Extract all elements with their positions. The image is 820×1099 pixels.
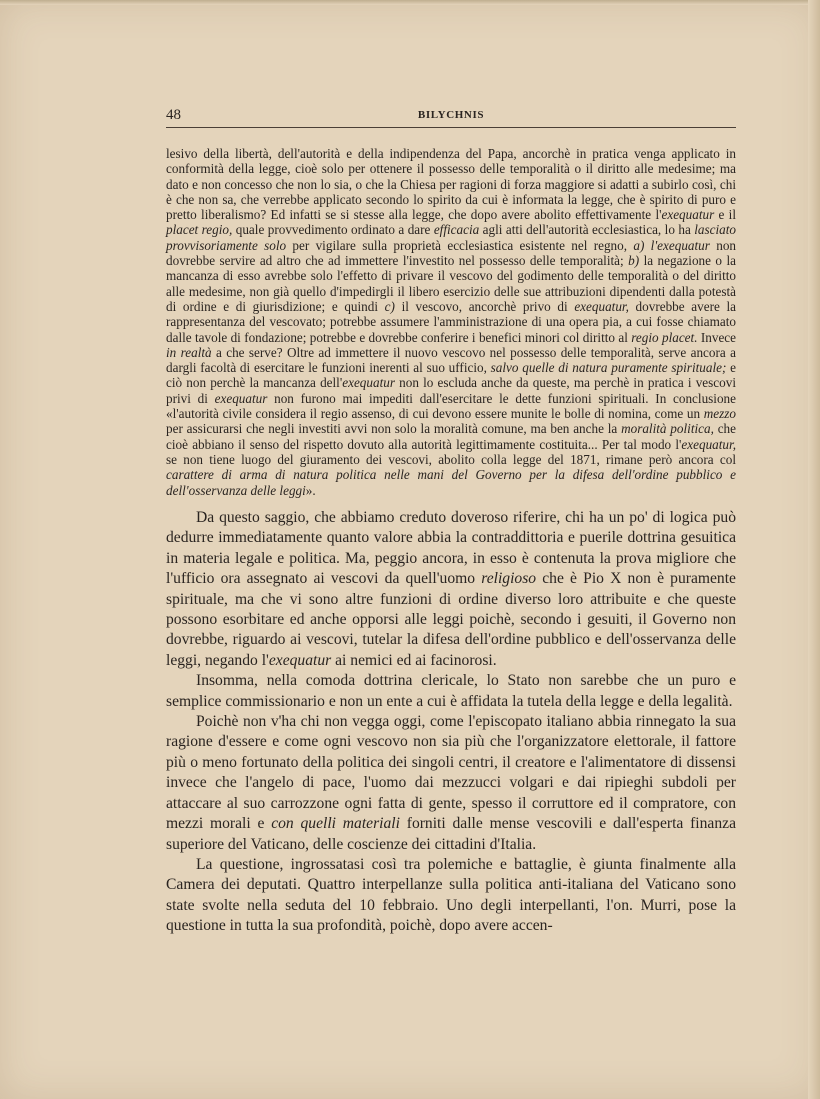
quote-italic: exequatur (342, 375, 395, 391)
quote-text: il vescovo, ancorchè privo di (394, 298, 575, 314)
body-paragraph-4: La questione, ingrossatasi così tra polemiche e battaglie, è giunta finalmente alla Camera dei deputati. Quattro interpellanze sulla politica anti-italiana del Vaticano sono state svolte nella seduta del 10 febbraio. Uno degli interpellanti, l'on. Murri, pose la questione in tutta la sua profondità, poichè, dopo avere accen- (166, 855, 736, 935)
quote-text: e ciò non perchè la mancanza dell' (166, 360, 736, 391)
body-text-run: ai nemici ed ai facinorosi. (331, 651, 497, 669)
quote-italic: in realtà (166, 344, 212, 360)
quote-italic: b) (628, 253, 640, 269)
body-italic: con quelli materiali (271, 815, 400, 833)
quote-text: che cioè abbiano il senso del rispetto dovuto alla autorità legittimamente costituita... Per tal modo l' (166, 421, 737, 452)
quote-italic: efficacia (433, 222, 480, 238)
running-title: BILYCHNIS (417, 109, 485, 121)
body-text-run: Poichè non v'ha chi non vegga oggi, come l'episcopato italiano abbia rinnegato la sua ragione d'essere e come ogni vescovo non sia più che l'organizzatore elettorale, il fattore più o meno fortunato della politica dei singoli centri, il creatore e l'alimentatore di dissensi invece che l'angelo di pace, l'uomo dai mezzucci volgari e dai ripieghi subdoli per attaccare al suo carrozzone ogni fatta di gente, spesso il corruttore ed il compratore, con mezzi morali e (166, 713, 736, 833)
quote-paragraph (166, 146, 736, 498)
page-number: 48 (166, 107, 181, 123)
quote-italic: regio placet. (631, 329, 698, 345)
quote-text: per vigilare sulla proprietà ecclesiastica esistente nel regno, (286, 237, 634, 253)
quote-text: ». (305, 482, 316, 498)
quote-text: quale provvedimento ordinato a dare (232, 222, 434, 238)
body-text-run: che è Pio X non è puramente spirituale, ma che vi sono altre funzioni di ordine diverso loro attribuite e che queste possono esorbitare ed anche opporsi alle leggi poichè, secondo i gesuiti, il Governo non dovrebbe, riguardo ai vescovi, tutelar la difesa dell'ordine pubblico e dell'osservanza delle leggi, negando l' (166, 570, 736, 669)
quote-italic: carattere di arma di natura politica nelle mani del Governo per la difesa dell'ordine pubblico e dell'osservanza delle leggi (166, 467, 736, 498)
quote-text: agli atti dell'autorità ecclesiastica, lo ha (479, 222, 695, 238)
body-italic: religioso (481, 570, 537, 588)
body-paragraph-3 (166, 712, 736, 855)
quote-italic: exequatur, (574, 298, 629, 314)
quote-italic: moralità politica, (621, 421, 714, 437)
quote-italic: mezzo (703, 406, 736, 422)
quote-italic: exequatur (661, 207, 715, 223)
body-text (166, 508, 736, 937)
body-text-run: forniti dalle mense vescovili e dall'esperta finanza superiore del Vaticano, delle coscienze dei cittadini d'Italia. (166, 815, 736, 853)
body-paragraph-1 (166, 508, 736, 671)
quote-italic: exequatur, (681, 436, 736, 452)
quote-italic: exequatur (214, 390, 268, 406)
quoted-passage (166, 146, 736, 498)
quote-text: se non tiene luogo del giuramento dei vescovi, abolito colla legge del 1871, rimane però ancora col (166, 451, 736, 467)
quote-text: lesivo della libertà, dell'autorità e della indipendenza del Papa, ancorchè in pratica venga applicato in conformità della legge, cioè solo per ottenere il possesso delle temporalità o il diritto alle medesime; ma dato e non concesso che non lo sia, o che la Chiesa per ragioni di forza maggiore si adatti a subirlo così, chi è che non sa, che verrebbe applicato secondo lo spirito da cui è informata la legge, che è spirito di puro e pretto liberalismo? Ed infatti se si stesse alla legge, che dopo avere abolito effettivamente l' (166, 146, 736, 223)
page-header (166, 107, 736, 129)
quote-text: non furono mai impediti dall'esercitare le dette funzioni spirituali. In conclusione «l'autorità civile considera il regio assenso, di cui devono essere munite le bolle di nomina, come un (166, 390, 737, 422)
body-text-run: Da questo saggio, che abbiamo creduto doveroso riferire, chi ha un po' di logica può dedurre immediatamente quanto valore abbia la contraddittoria e puerile dottrina gesuitica in materia legale e politica. Ma, peggio ancora, in esso è contenuta la prova migliore che l'ufficio ora assegnato ai vescovi da quell'uomo (166, 509, 736, 588)
page-top-edge (0, 0, 820, 5)
quote-text: per assicurarsi che negli investiti avvi non solo la moralità comune, ma ben anche la (166, 421, 622, 437)
quote-text: e il (714, 207, 736, 223)
quote-italic: c) (384, 298, 395, 314)
quote-italic: a) l'exequatur (633, 237, 710, 253)
quote-italic: salvo quelle di natura puramente spirituale; (490, 360, 727, 376)
quote-italic: placet regio, (166, 222, 233, 238)
quote-text: a che serve? Oltre ad immettere il nuovo vescovo nel possesso delle temporalità, serve ancora a dargli facoltà di esercitare le funzioni inerenti al suo ufficio, (166, 344, 736, 376)
quote-text: dovrebbe avere la rappresentanza del vescovato; potrebbe assumere l'amministrazione di una opera pia, a cui fosse chiamato dalle tavole di fondazione; potrebbe e dovrebbe conferire i benefici minori col diritto al (166, 298, 736, 345)
body-paragraph-2: Insomma, nella comoda dottrina clericale, lo Stato non sarebbe che un puro e semplice commissionario e non un ente a cui è affidata la tutela della legge e della legalità. (166, 672, 736, 710)
body-italic: exequatur (268, 651, 332, 669)
quote-italic: lasciato provvisoriamente solo (166, 222, 736, 253)
header-rule (166, 127, 736, 128)
quote-text: la negazione o la mancanza di esso avrebbe solo l'effetto di privare il vescovo del godimento delle temporalità o del diritto alle medesime, non già quello d'impedirgli il libero esercizio delle sue attribuzioni dipendenti dalla potestà di ordine e di giurisdizione; e quindi (166, 253, 736, 314)
page-right-edge (808, 0, 820, 1099)
quote-text: non dovrebbe servire ad altro che ad immettere l'investito nel possesso delle temporalità; (166, 237, 737, 269)
quote-text: non lo escluda anche da queste, ma perchè in pratica i vescovi privi di (166, 375, 737, 406)
quote-text: Invece (697, 329, 737, 345)
